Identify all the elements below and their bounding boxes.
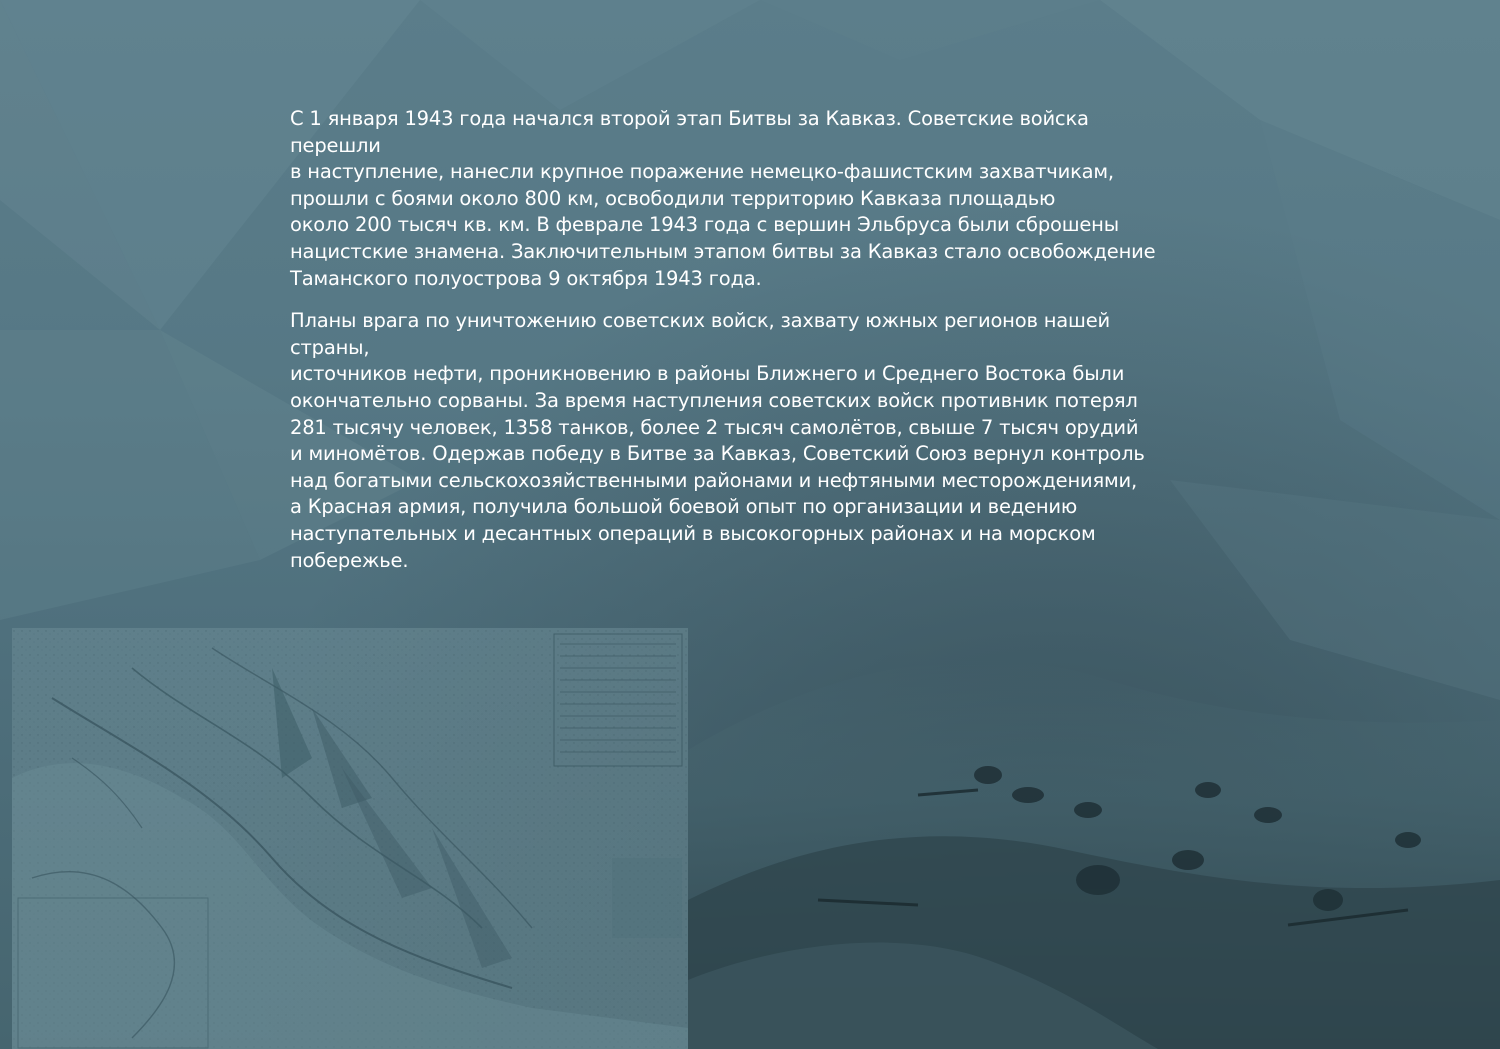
paragraph-1: С 1 января 1943 года начался второй этап Битвы за Кавказ. Советские войска перешли в наступление, нанесли крупное поражение немецко-фашистским захватчикам, прошли с боями около 800 км, освободили территорию Кавказа площадью около 200 тысяч кв. км. В феврале 1943 года с вершин Эльбруса были сброшены нацистские знамена. Заключительным этапом битвы за Кавказ стало освобождение Таманского полуострова 9 октября 1943 года. xyxy=(290,107,1156,290)
article-text xyxy=(290,106,1170,590)
paragraph-2: Планы врага по уничтожению советских войск, захвату южных регионов нашей страны, источников нефти, проникновению в районы Ближнего и Среднего Востока были окончательно сорваны. За время наступления советских войск противник потерял 281 тысячу человек, 1358 танков, более 2 тысяч самолётов, свыше 7 тысяч орудий и миномётов. Одержав победу в Битве за Кавказ, Советский Союз вернул контроль над богатыми сельскохозяйственными районами и нефтяными месторождениями, а Красная армия, получила большой боевой опыт по организации и ведению наступательных и десантных операций в высокогорных районах и на морском побережье. xyxy=(290,309,1145,572)
battle-map-image xyxy=(12,628,688,1049)
soldiers-photo-image xyxy=(688,600,1500,1049)
